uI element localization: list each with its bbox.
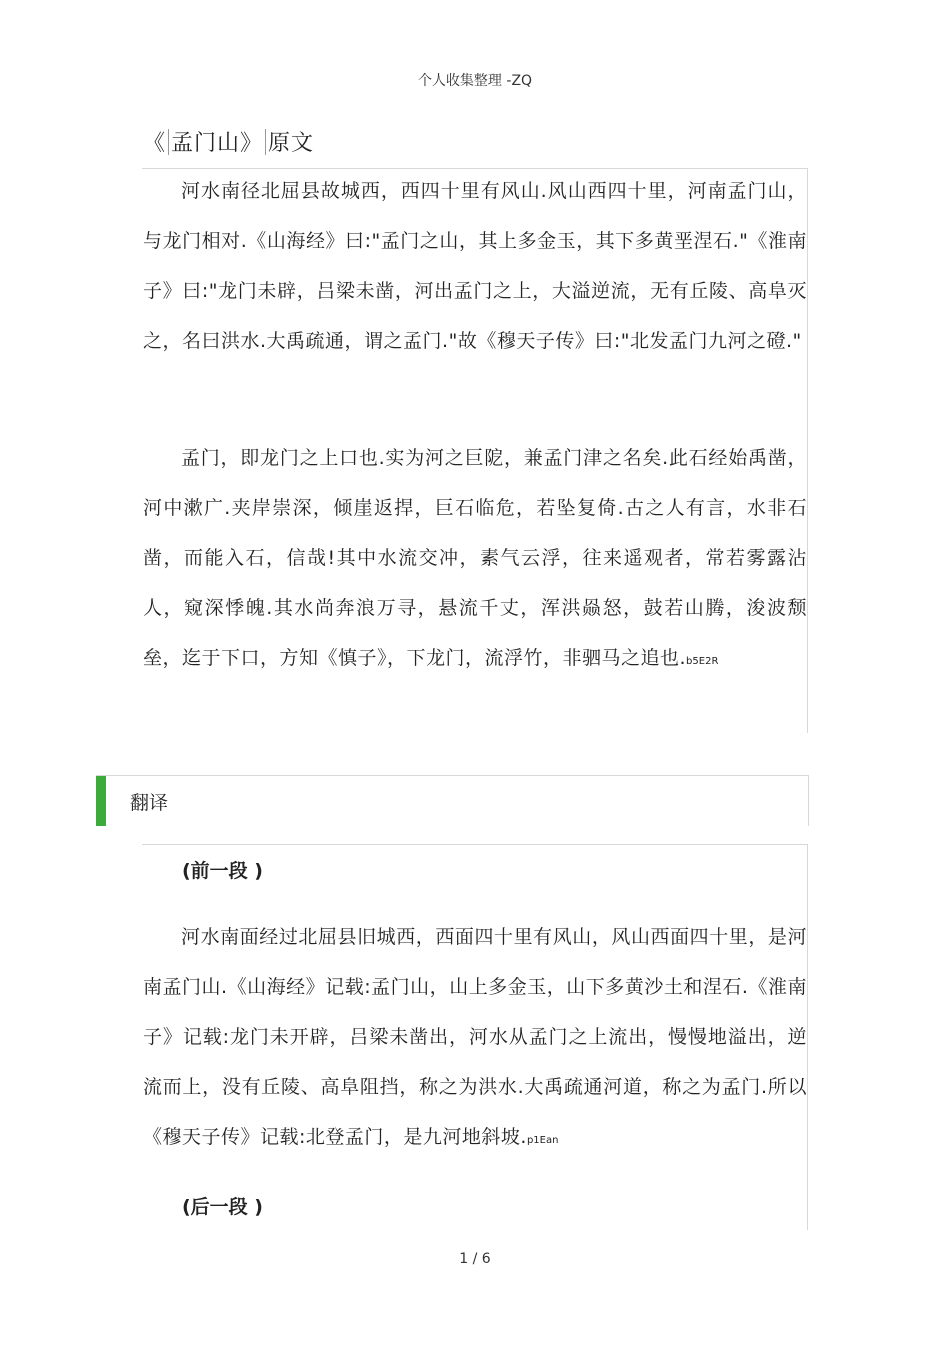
document-title	[143, 126, 314, 157]
original-paragraph-2-text: 孟门，即龙门之上口也.实为河之巨阸，兼孟门津之名矣.此石经始禹凿，河中漱广.夹岸崇深，倾崖返捍，巨石临危，若坠复倚.古之人有言，水非石凿，而能入石，信哉!其中水流交冲，素气云浮，往来遥观者，常若雾露沾人，窥深悸魄.其水尚奔浪万寻，悬流千丈，浑洪赑怒，鼓若山腾，浚波颓垒，迄于下口，方知《慎子》，下龙门，流浮竹，非驷马之追也.	[143, 447, 807, 669]
page-header: 个人收集整理 -ZQ	[417, 73, 533, 89]
translation-paragraph-1	[143, 912, 807, 1166]
title-divider	[168, 129, 169, 155]
translation-paragraph-1-code: p1Ean	[526, 1135, 559, 1146]
original-paragraph-1: 河水南径北屈县故城西，西四十里有风山.风山西四十里，河南孟门山，与龙门相对.《山海经》曰:"孟门之山，其上多金玉，其下多黄垩涅石."《淮南子》曰:"龙门未辟，吕梁未凿，河出孟门之上，大溢逆流，无有丘陵、高阜灭之，名曰洪水.大禹疏通，谓之孟门."故《穆天子传》曰:"北发孟门九河之磴."	[143, 180, 807, 352]
original-paragraph-2	[143, 433, 807, 687]
title-suffix: 原文	[268, 131, 315, 156]
translation-subheading-second: (后一段 )	[182, 1196, 263, 1218]
translation-section-header	[96, 775, 809, 826]
translation-paragraph-1-text: 河水南面经过北屈县旧城西，西面四十里有风山，风山西面四十里，是河南孟门山.《山海经》记载:孟门山，山上多金玉，山下多黄沙土和涅石.《淮南子》记载:龙门未开辟，吕梁未凿出，河水从孟门之上流出，慢慢地溢出，逆流而上，没有丘陵、高阜阻挡，称之为洪水.大禹疏通河道，称之为孟门.所以《穆天子传》记载:北登孟门，是九河地斜坡.	[143, 926, 807, 1148]
translation-section-label: 翻译	[130, 792, 169, 814]
title-divider	[265, 129, 266, 155]
section-accent-bar	[96, 776, 106, 826]
original-paragraph-2-code: b5E2R	[686, 656, 719, 667]
title-open-mark: 《	[143, 131, 167, 156]
translation-subheading-first: (前一段 )	[182, 860, 263, 882]
title-close-mark: 》	[240, 131, 264, 156]
title-main: 孟门山	[171, 131, 241, 156]
page-number: 1 / 6	[459, 1251, 491, 1267]
